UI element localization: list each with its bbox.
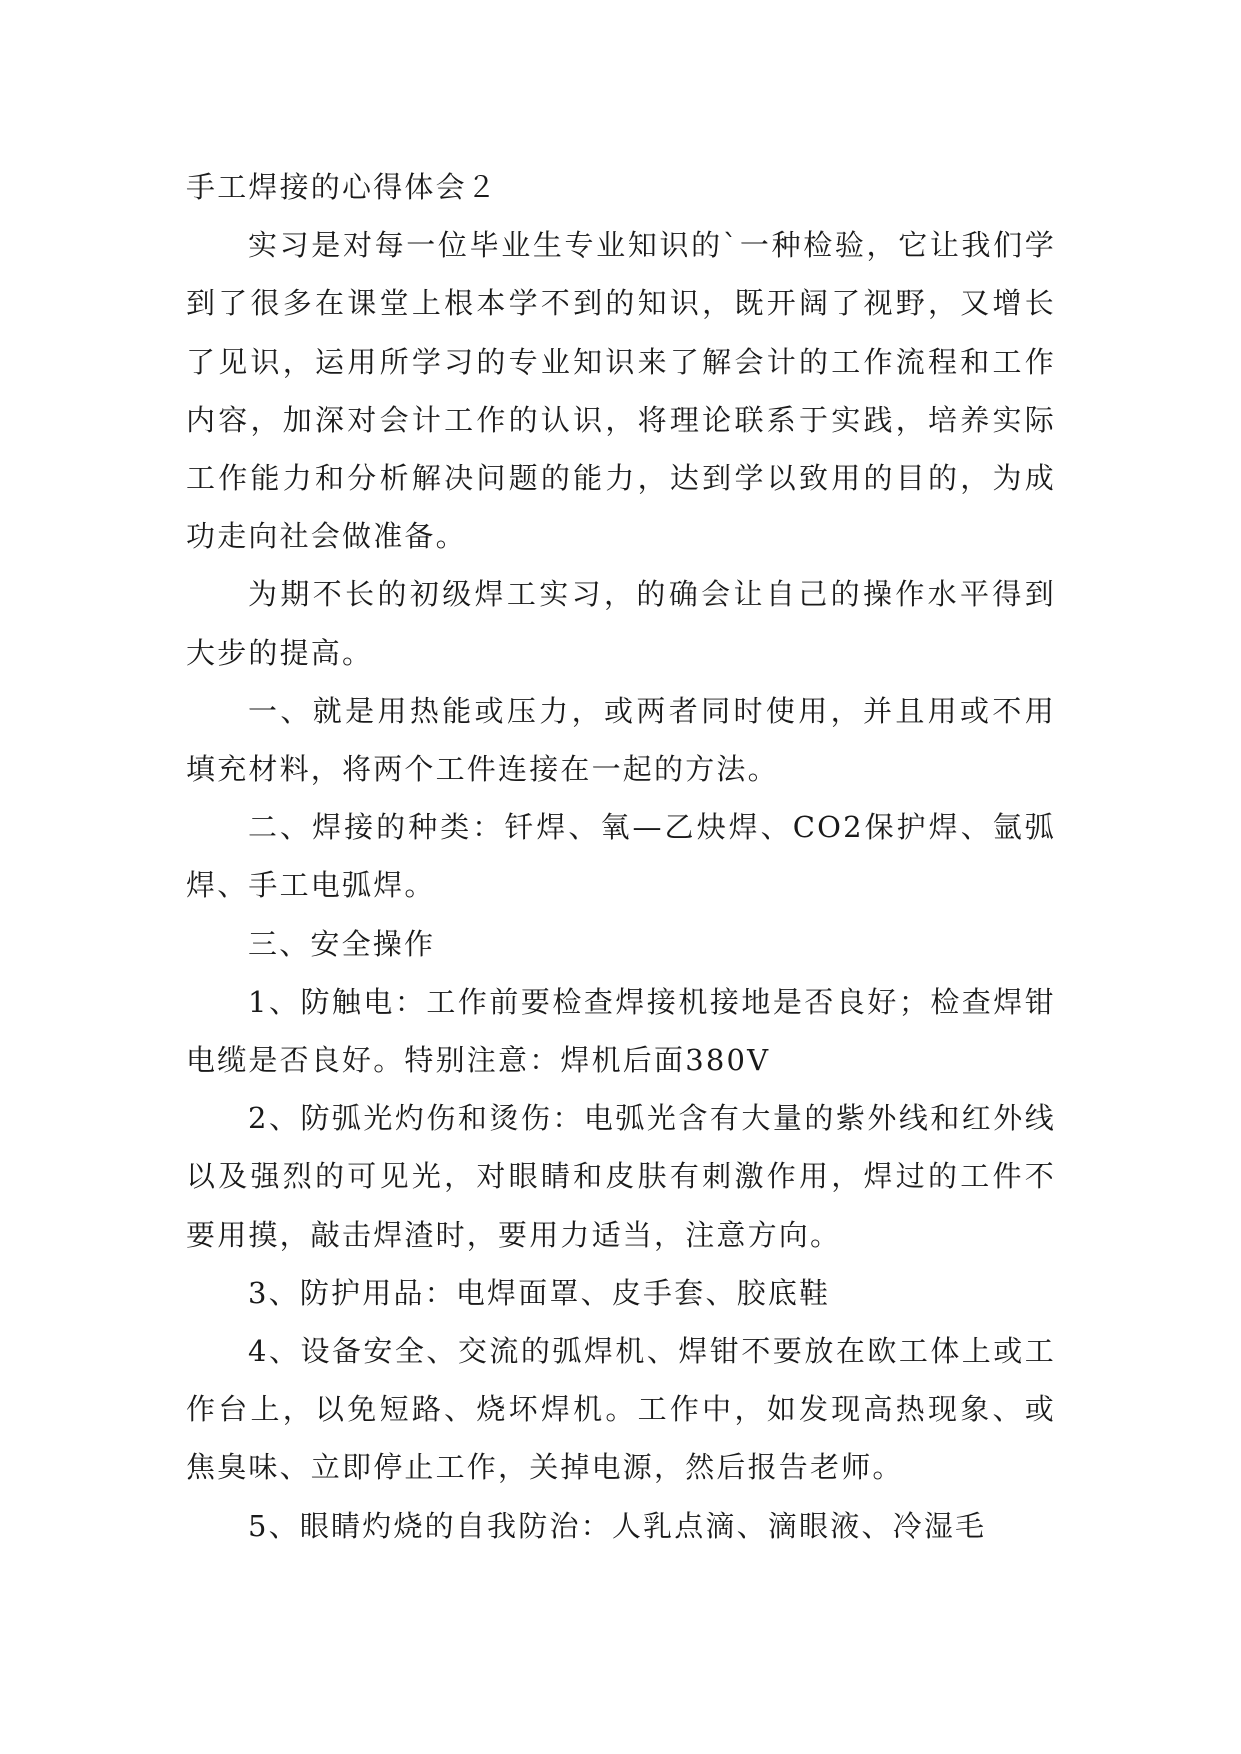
paragraph-welding-practice: 为期不长的初级焊工实习，的确会让自己的操作水平得到大步的提高。 [186,577,1056,670]
paragraph-internship-intro: 实习是对每一位毕业生专业知识的`一种检验，它让我们学到了很多在课堂上根本学不到的知识，既开阔了视野，又增长了见识，运用所学习的专业知识来了解会计的工作流程和工作内容，加深对会计工作的认识，将理论联系于实践，培养实际工作能力和分析解决问题的能力，达到学以致用的目的，为成功走向社会做准备。 [186,228,1056,554]
paragraph-equipment-safety: 4、设备安全、交流的弧焊机、焊钳不要放在欧工体上或工作台上，以免短路、烧坏焊机。工作中，如发现高热现象、或焦臭味、立即停止工作，关掉电源，然后报告老师。 [186,1334,1056,1485]
paragraph-safety-heading: 三、安全操作 [248,926,436,961]
paragraph-electric-shock: 1、防触电：工作前要检查焊接机接地是否良好；检查焊钳电缆是否良好。特别注意：焊机后面380V [186,984,1056,1078]
paragraph-welding-types: 二、焊接的种类：钎焊、氧—乙炔焊、CO2保护焊、氩弧焊、手工电弧焊。 [186,810,1056,903]
paragraph-arc-burns: 2、防弧光灼伤和烫伤：电弧光含有大量的紫外线和红外线以及强烈的可见光，对眼睛和皮肤有刺激作用，焊过的工件不要用摸，敲击焊渣时，要用力适当，注意方向。 [186,1101,1056,1252]
paragraph-protective-gear: 3、防护用品：电焊面罩、皮手套、胶底鞋 [248,1275,831,1310]
document-title: 手工焊接的心得体会２ [186,170,499,204]
paragraph-definition: 一、就是用热能或压力，或两者同时使用，并且用或不用填充材料，将两个工件连接在一起的方法。 [186,693,1056,787]
document-body [186,158,1056,1555]
paragraph-eye-treatment: 5、眼睛灼烧的自我防治：人乳点滴、滴眼液、冷湿毛 [248,1508,987,1543]
